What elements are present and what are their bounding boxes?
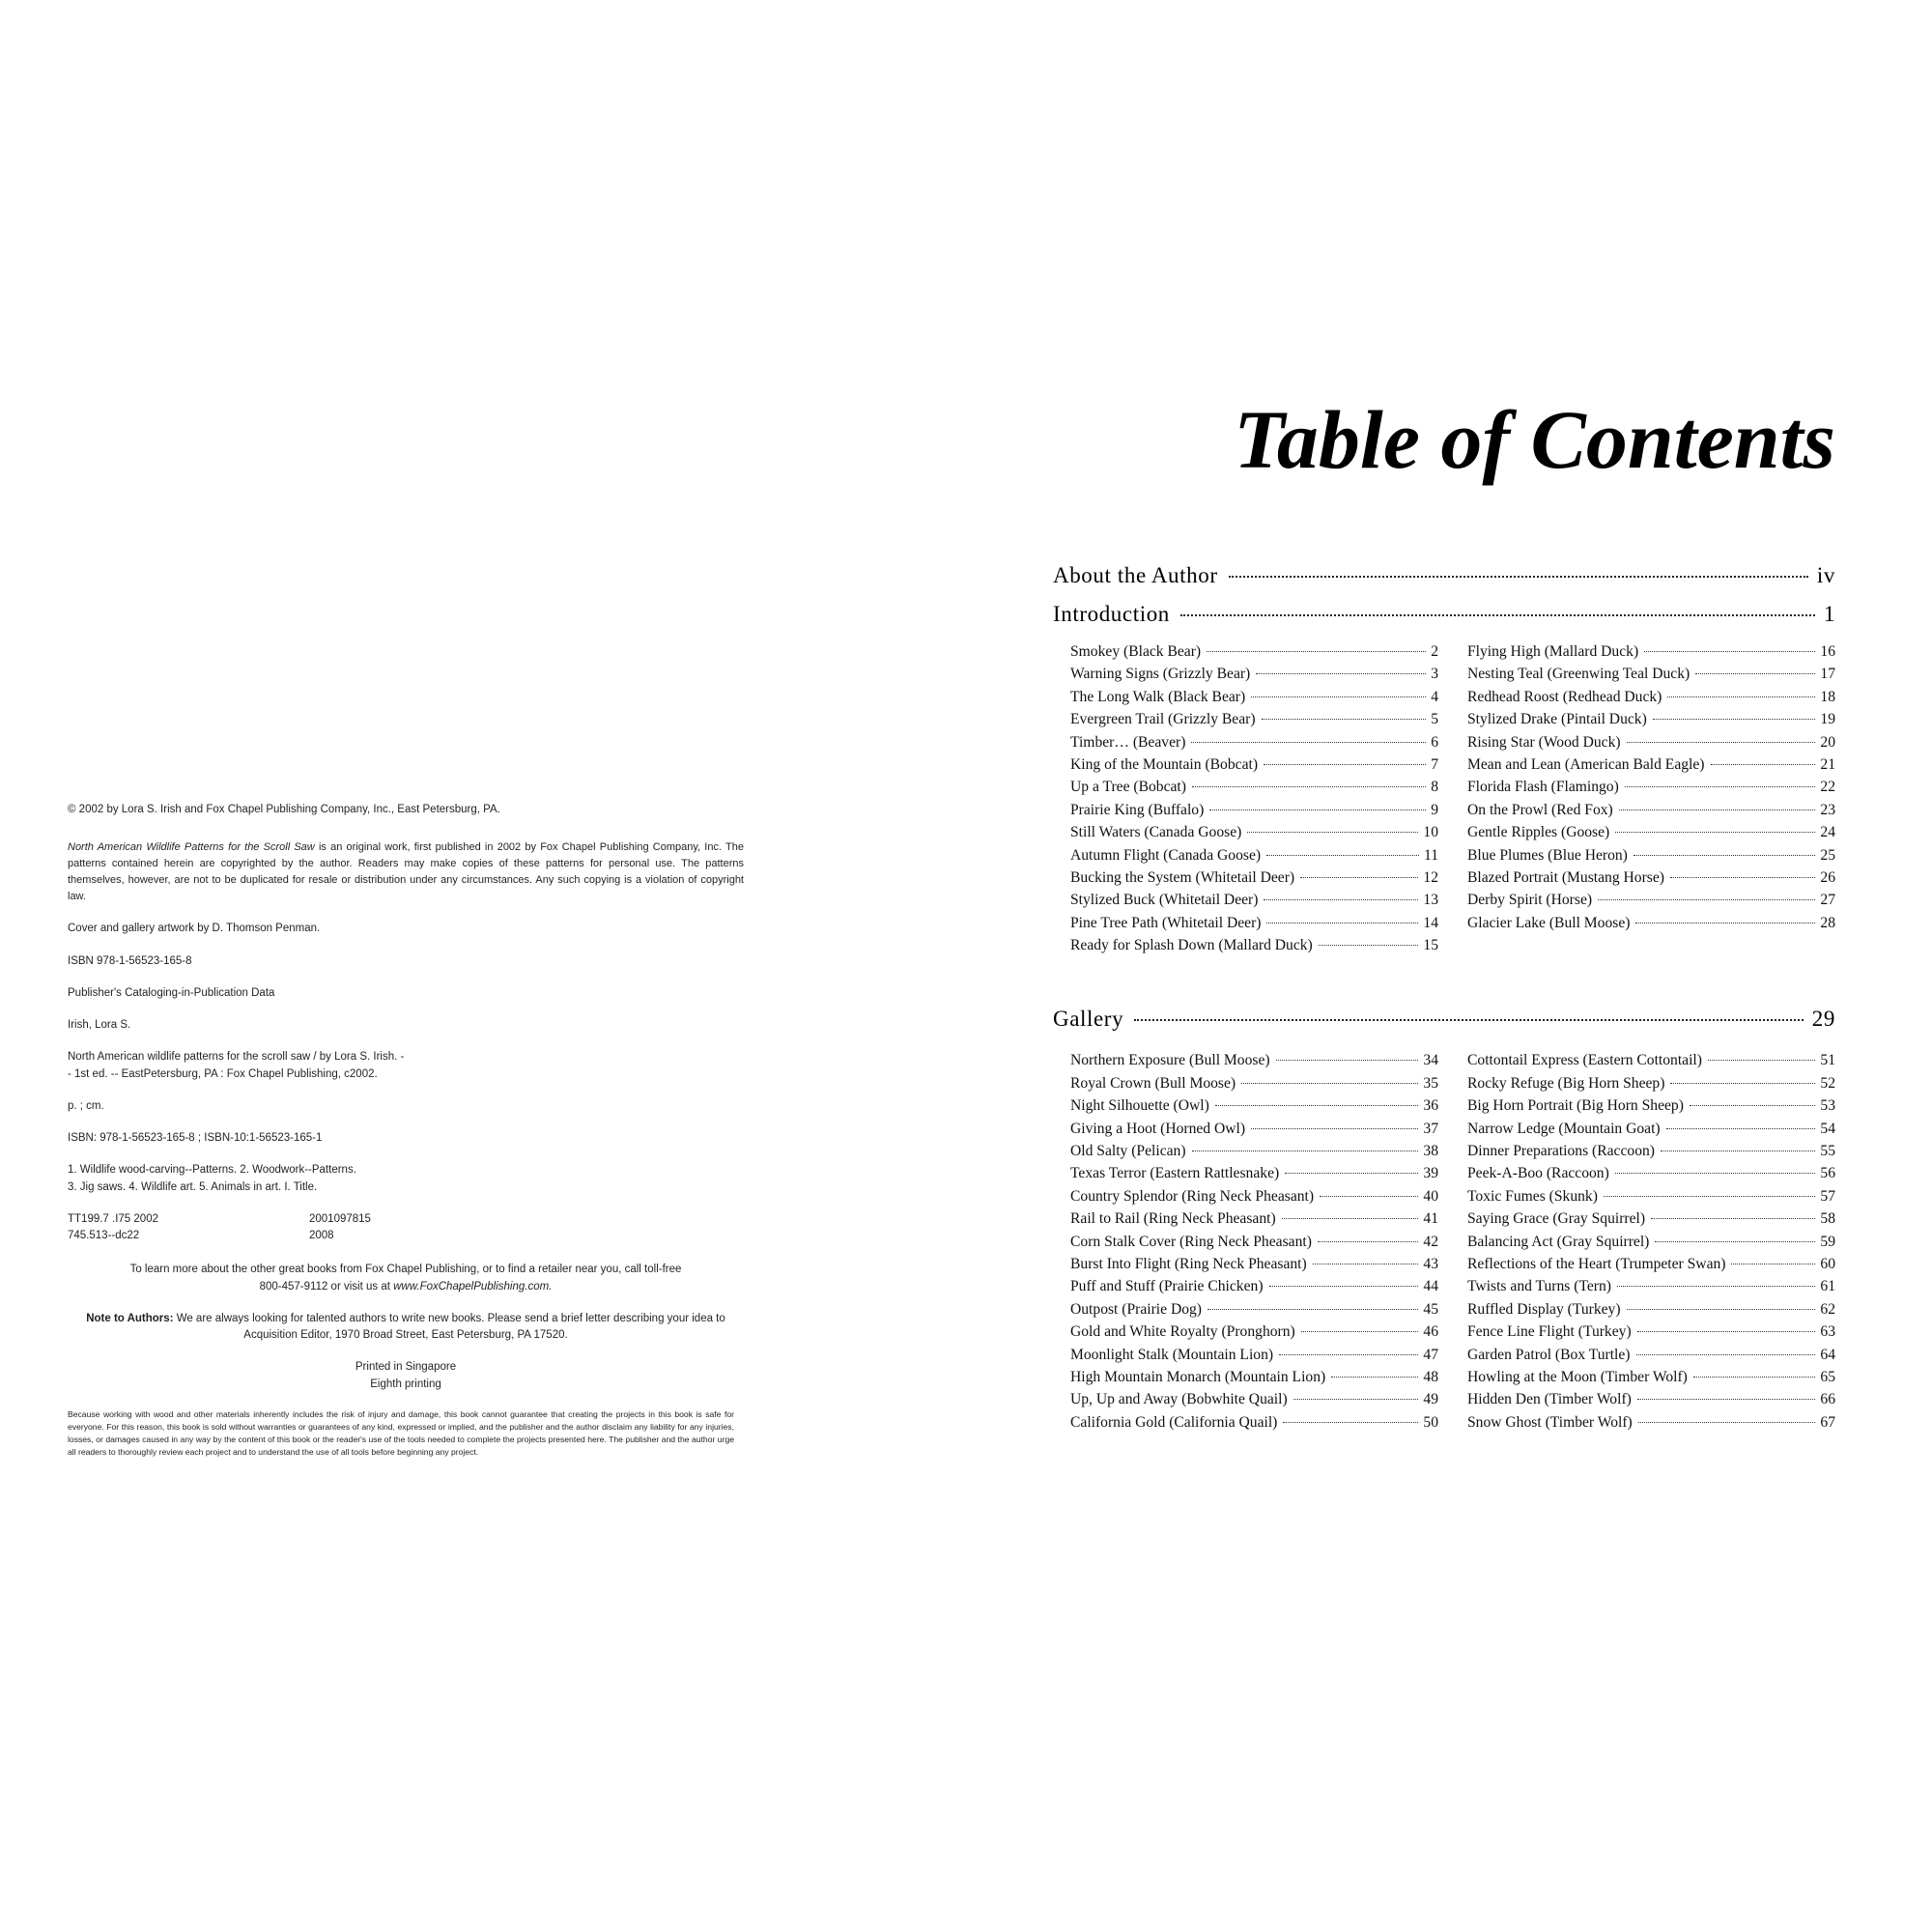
toc-item-label: Florida Flash (Flamingo): [1467, 779, 1619, 796]
toc-entry-gallery[interactable]: [1053, 1007, 1835, 1032]
toc-item-label: Northern Exposure (Bull Moose): [1070, 1052, 1270, 1069]
toc-item-page: 5: [1431, 711, 1438, 728]
toc-item-page: 37: [1423, 1120, 1438, 1137]
control-numbers: [309, 1211, 502, 1245]
toc-item-label: Saying Grace (Gray Squirrel): [1467, 1210, 1646, 1228]
toc-item-page: 54: [1820, 1120, 1835, 1137]
printing-info: [68, 1359, 744, 1393]
leader-dots: [1320, 1196, 1418, 1197]
publisher-url[interactable]: www.FoxChapelPublishing.com.: [393, 1280, 553, 1293]
toc-item-label: Derby Spirit (Horse): [1467, 892, 1593, 909]
toc-item[interactable]: [1467, 1162, 1835, 1184]
leader-dots: [1247, 832, 1418, 833]
toc-item-label: Autumn Flight (Canada Goose): [1070, 846, 1262, 864]
toc-item[interactable]: [1467, 753, 1835, 776]
call-numbers: [68, 1211, 309, 1245]
toc-item[interactable]: [1070, 1231, 1438, 1253]
toc-item-label: Blue Plumes (Blue Heron): [1467, 846, 1628, 864]
toc-item-page: 23: [1820, 801, 1835, 818]
page-title: Table of Contents: [1234, 393, 1835, 486]
toc-item-page: 61: [1820, 1278, 1835, 1295]
leader-dots: [1666, 1128, 1816, 1129]
leader-dots: [1638, 1422, 1816, 1423]
toc-item[interactable]: [1070, 753, 1438, 776]
toc-item-label: Corn Stalk Cover (Ring Neck Pheasant): [1070, 1233, 1312, 1250]
toc-item[interactable]: [1070, 844, 1438, 867]
leader-dots: [1264, 899, 1418, 900]
toc-item-page: 6: [1431, 733, 1438, 751]
toc-item[interactable]: [1070, 1072, 1438, 1094]
toc-item-page: 12: [1423, 868, 1438, 886]
leader-dots: [1180, 614, 1815, 616]
toc-item-label: Ready for Splash Down (Mallard Duck): [1070, 937, 1313, 954]
toc-item[interactable]: [1070, 1298, 1438, 1321]
toc-item-page: 20: [1820, 733, 1835, 751]
leader-dots: [1615, 832, 1815, 833]
leader-dots: [1655, 1241, 1815, 1242]
leader-dots: [1690, 1105, 1815, 1106]
toc-item-label: Glacier Lake (Bull Moose): [1467, 914, 1631, 931]
subjects-line1: 1. Wildlife wood-carving--Patterns. 2. Woodwork--Patterns.: [68, 1164, 356, 1177]
note-to-authors: [68, 1311, 744, 1345]
toc-item-label: California Gold (California Quail): [1070, 1413, 1278, 1431]
toc-item-label: Narrow Ledge (Mountain Goat): [1467, 1120, 1661, 1137]
toc-item-page: 25: [1820, 846, 1835, 864]
toc-item-page: 19: [1820, 711, 1835, 728]
leader-dots: [1207, 651, 1426, 652]
toc-item-label: Nesting Teal (Greenwing Teal Duck): [1467, 666, 1690, 683]
toc-item[interactable]: [1467, 1231, 1835, 1253]
leader-dots: [1269, 1286, 1419, 1287]
toc-item-page: 39: [1423, 1165, 1438, 1182]
leader-dots: [1319, 945, 1419, 946]
leader-dots: [1670, 877, 1815, 878]
isbn-line: ISBN 978-1-56523-165-8: [68, 954, 192, 967]
toc-item[interactable]: [1070, 1185, 1438, 1208]
toc-item[interactable]: [1070, 1411, 1438, 1434]
toc-item-page: 58: [1820, 1210, 1835, 1228]
toc-major-page: iv: [1816, 563, 1835, 587]
leader-dots: [1670, 1083, 1815, 1084]
toc-major-label: Introduction: [1053, 602, 1170, 626]
leader-dots: [1637, 1399, 1816, 1400]
toc-item[interactable]: [1070, 1140, 1438, 1162]
toc-item-label: Ruffled Display (Turkey): [1467, 1300, 1621, 1318]
toc-item-page: 57: [1820, 1187, 1835, 1205]
toc-item-label: Up a Tree (Bobcat): [1070, 779, 1186, 796]
toc-item-label: High Mountain Monarch (Mountain Lion): [1070, 1368, 1326, 1385]
toc-item-page: 10: [1423, 824, 1438, 841]
toc-item-label: Flying High (Mallard Duck): [1467, 643, 1639, 660]
toc-item[interactable]: [1467, 1049, 1835, 1071]
toc-item-page: 49: [1423, 1391, 1438, 1408]
leader-dots: [1279, 1354, 1418, 1355]
subject-headings: [68, 1162, 744, 1196]
toc-item-page: 53: [1820, 1097, 1835, 1115]
title-entry-line2: - 1st ed. -- EastPetersburg, PA : Fox Chapel Publishing, c2002.: [68, 1067, 378, 1080]
toc-item-label: Cottontail Express (Eastern Cottontail): [1467, 1052, 1702, 1069]
toc-item-label: Up, Up and Away (Bobwhite Quail): [1070, 1391, 1288, 1408]
toc-item-page: 38: [1423, 1143, 1438, 1160]
printing-number: Eighth printing: [370, 1378, 441, 1390]
call-number-2: 745.513--dc22: [68, 1230, 140, 1242]
title-entry: [68, 1049, 744, 1083]
leader-dots: [1229, 576, 1808, 578]
leader-dots: [1667, 696, 1815, 697]
toc-item[interactable]: [1070, 776, 1438, 798]
toc-item-page: 55: [1820, 1143, 1835, 1160]
toc-item[interactable]: [1467, 686, 1835, 708]
toc-item-page: 65: [1820, 1368, 1835, 1385]
toc-item-label: Hidden Den (Timber Wolf): [1467, 1391, 1632, 1408]
leader-dots: [1708, 1060, 1815, 1061]
toc-item[interactable]: [1467, 1321, 1835, 1343]
toc-item[interactable]: [1467, 708, 1835, 730]
printed-in: Printed in Singapore: [355, 1361, 457, 1374]
toc-item-label: Pine Tree Path (Whitetail Deer): [1070, 914, 1262, 931]
toc-item-label: Dinner Preparations (Raccoon): [1467, 1143, 1655, 1160]
introduction-column-left: [1070, 640, 1438, 956]
toc-item-label: Stylized Drake (Pintail Duck): [1467, 711, 1647, 728]
toc-item[interactable]: [1467, 1140, 1835, 1162]
rights-paragraph: [68, 839, 744, 905]
copyright-page: [68, 802, 744, 1474]
toc-item[interactable]: [1070, 1094, 1438, 1117]
leader-dots: [1644, 651, 1815, 652]
toc-item-label: Old Salty (Pelican): [1070, 1143, 1186, 1160]
toc-item-label: Texas Terror (Eastern Rattlesnake): [1070, 1165, 1280, 1182]
liability-disclaimer: Because working with wood and other materials inherently includes the risk of injury and damage, this book cannot guarantee that creating the projects in this book is safe for everyone. For this reason, this book is sold without warranties or guarantees of any kind, expressed or implied, and the publisher and the author disclaim any liability for any injuries, losses, or damages caused in any way by the content of this book or the reader's use of the tools needed to complete the projects presented here. The publisher and the author urge all readers to thoroughly review each project and to understand the use of all tools before beginning any project.: [68, 1408, 734, 1457]
leader-dots: [1598, 899, 1815, 900]
toc-item[interactable]: [1467, 889, 1835, 911]
isbn-detail: ISBN: 978-1-56523-165-8 ; ISBN-10:1-56523-165-1: [68, 1132, 323, 1145]
toc-item[interactable]: [1467, 844, 1835, 867]
toc-item-label: Garden Patrol (Box Turtle): [1467, 1346, 1631, 1363]
toc-item-page: 56: [1820, 1165, 1835, 1182]
toc-item[interactable]: [1467, 1253, 1835, 1275]
toc-item-page: 46: [1423, 1323, 1438, 1341]
toc-item[interactable]: [1070, 708, 1438, 730]
leader-dots: [1262, 719, 1427, 720]
leader-dots: [1634, 855, 1816, 856]
toc-item-label: Stylized Buck (Whitetail Deer): [1070, 892, 1259, 909]
toc-item-label: Evergreen Trail (Grizzly Bear): [1070, 711, 1256, 728]
toc-item-page: 28: [1820, 914, 1835, 931]
toc-item-label: Howling at the Moon (Timber Wolf): [1467, 1368, 1688, 1385]
toc-item-label: The Long Walk (Black Bear): [1070, 688, 1246, 705]
toc-item[interactable]: [1467, 1118, 1835, 1140]
toc-item-page: 60: [1820, 1255, 1835, 1272]
toc-major-label: About the Author: [1053, 563, 1218, 587]
toc-item-label: Balancing Act (Gray Squirrel): [1467, 1233, 1650, 1250]
toc-item-page: 51: [1820, 1052, 1835, 1069]
call-number-block: [68, 1211, 744, 1245]
note-body: We are always looking for talented authors to write new books. Please send a brief letter describing your idea to Acquisition Editor, 1970 Broad Street, East Petersburg, PA 17520.: [173, 1312, 725, 1342]
gallery-column-left: [1070, 1049, 1438, 1434]
cip-heading: Publisher's Cataloging-in-Publication Data: [68, 986, 275, 999]
leader-dots: [1208, 1309, 1418, 1310]
toc-item[interactable]: [1467, 1344, 1835, 1366]
toc-item-page: 27: [1820, 892, 1835, 909]
toc-item[interactable]: [1070, 1118, 1438, 1140]
leader-dots: [1241, 1083, 1418, 1084]
copyright-line: © 2002 by Lora S. Irish and Fox Chapel Publishing Company, Inc., East Petersburg, PA.: [68, 804, 500, 815]
leader-dots: [1266, 855, 1419, 856]
toc-item[interactable]: [1070, 934, 1438, 956]
pagination-entry: p. ; cm.: [68, 1099, 104, 1112]
cover-credit: Cover and gallery artwork by D. Thomson Penman.: [68, 923, 321, 935]
toc-item-page: 41: [1423, 1210, 1438, 1228]
toc-item-label: Gold and White Royalty (Pronghorn): [1070, 1323, 1295, 1341]
toc-item-page: 45: [1423, 1300, 1438, 1318]
toc-item[interactable]: [1467, 912, 1835, 934]
toc-item-label: Peek-A-Boo (Raccoon): [1467, 1165, 1609, 1182]
introduction-column-right: [1467, 640, 1835, 956]
toc-item[interactable]: [1070, 663, 1438, 685]
toc-item-label: Blazed Portrait (Mustang Horse): [1467, 868, 1664, 886]
toc-item-label: Snow Ghost (Timber Wolf): [1467, 1413, 1633, 1431]
toc-item-label: Bucking the System (Whitetail Deer): [1070, 868, 1295, 886]
toc-item-label: Puff and Stuff (Prairie Chicken): [1070, 1278, 1264, 1295]
introduction-entries: [1070, 640, 1835, 956]
toc-item-page: 21: [1820, 755, 1835, 773]
toc-item-page: 17: [1820, 666, 1835, 683]
toc-item-page: 3: [1431, 666, 1438, 683]
toc-item-page: 42: [1423, 1233, 1438, 1250]
toc-item[interactable]: [1070, 821, 1438, 843]
toc-item[interactable]: [1467, 663, 1835, 685]
toc-item-page: 59: [1820, 1233, 1835, 1250]
toc-item-label: Outpost (Prairie Dog): [1070, 1300, 1202, 1318]
retailer-line2-pre: 800-457-9112 or visit us at: [259, 1280, 394, 1293]
toc-item[interactable]: [1070, 640, 1438, 663]
toc-item-page: 11: [1423, 846, 1438, 864]
toc-item-label: King of the Mountain (Bobcat): [1070, 755, 1259, 773]
toc-item[interactable]: [1070, 731, 1438, 753]
note-label: Note to Authors:: [86, 1312, 174, 1324]
leader-dots: [1695, 673, 1815, 674]
toc-item[interactable]: [1467, 776, 1835, 798]
toc-item[interactable]: [1467, 799, 1835, 821]
rights-body: is an original work, first published in 2002 by Fox Chapel Publishing Company, Inc. The patterns contained herein are copyrighted by the author. Readers may make copies of these patterns for personal use. The patterns themselves, however, are not to be duplicated for resale or distribution under any circumstances. Any such copying is a violation of copyright law.: [68, 841, 744, 903]
toc-item-label: Toxic Fumes (Skunk): [1467, 1187, 1598, 1205]
retailer-line1: To learn more about the other great books from Fox Chapel Publishing, or to find a retailer near you, call toll-free: [129, 1264, 682, 1276]
toc-item-label: Rising Star (Wood Duck): [1467, 733, 1621, 751]
toc-item[interactable]: [1070, 1208, 1438, 1230]
subjects-line2: 3. Jig saws. 4. Wildlife art. 5. Animals in art. I. Title.: [68, 1180, 318, 1193]
leader-dots: [1627, 742, 1816, 743]
leader-dots: [1215, 1105, 1419, 1106]
toc-item[interactable]: [1070, 1388, 1438, 1410]
leader-dots: [1282, 1218, 1419, 1219]
toc-item-label: Twists and Turns (Tern): [1467, 1278, 1611, 1295]
toc-item-label: Warning Signs (Grizzly Bear): [1070, 666, 1251, 683]
toc-major-page: 1: [1823, 602, 1835, 626]
leader-dots: [1653, 719, 1816, 720]
year: 2008: [309, 1230, 334, 1242]
toc-item-label: Mean and Lean (American Bald Eagle): [1467, 755, 1705, 773]
leader-dots: [1191, 742, 1426, 743]
toc-item-page: 64: [1820, 1346, 1835, 1363]
leader-dots: [1285, 1173, 1418, 1174]
leader-dots: [1331, 1377, 1418, 1378]
toc-item-label: Giving a Hoot (Horned Owl): [1070, 1120, 1246, 1137]
toc-item-label: Night Silhouette (Owl): [1070, 1097, 1209, 1115]
toc-item-label: Redhead Roost (Redhead Duck): [1467, 688, 1662, 705]
toc-item[interactable]: [1070, 686, 1438, 708]
toc-item[interactable]: [1467, 1072, 1835, 1094]
leader-dots: [1134, 1019, 1804, 1021]
toc-item-page: 18: [1820, 688, 1835, 705]
toc-item-label: Fence Line Flight (Turkey): [1467, 1323, 1632, 1341]
toc-item[interactable]: [1467, 1366, 1835, 1388]
book-title-italic: North American Wildlife Patterns for the Scroll Saw: [68, 841, 315, 854]
leader-dots: [1318, 1241, 1419, 1242]
toc-item[interactable]: [1070, 1366, 1438, 1388]
leader-dots: [1251, 1128, 1418, 1129]
leader-dots: [1293, 1399, 1419, 1400]
toc-item-page: 35: [1423, 1074, 1438, 1092]
toc-item-label: Prairie King (Buffalo): [1070, 801, 1205, 818]
author-entry: Irish, Lora S.: [68, 1019, 131, 1032]
toc-item[interactable]: [1467, 1208, 1835, 1230]
toc-item-page: 47: [1423, 1346, 1438, 1363]
toc-item-label: Big Horn Portrait (Big Horn Sheep): [1467, 1097, 1684, 1115]
toc-item-label: On the Prowl (Red Fox): [1467, 801, 1613, 818]
toc-item-label: Smokey (Black Bear): [1070, 643, 1202, 660]
toc-item[interactable]: [1467, 1185, 1835, 1208]
toc-item-page: 40: [1423, 1187, 1438, 1205]
leader-dots: [1276, 1060, 1419, 1061]
gallery-column-right: [1467, 1049, 1835, 1434]
leader-dots: [1711, 764, 1816, 765]
toc-item-page: 16: [1820, 643, 1835, 660]
toc-item-page: 4: [1431, 688, 1438, 705]
lccn: 2001097815: [309, 1212, 371, 1225]
toc-item-label: Moonlight Stalk (Mountain Lion): [1070, 1346, 1274, 1363]
toc-item-label: Rail to Rail (Ring Neck Pheasant): [1070, 1210, 1276, 1228]
toc-item-page: 66: [1820, 1391, 1835, 1408]
toc-entry-introduction[interactable]: [1053, 602, 1835, 627]
toc-item[interactable]: [1070, 889, 1438, 911]
toc-item-page: 15: [1423, 937, 1438, 954]
toc-item[interactable]: [1467, 640, 1835, 663]
toc-item-label: Timber… (Beaver): [1070, 733, 1186, 751]
toc-item-page: 13: [1423, 892, 1438, 909]
toc-major-label: Gallery: [1053, 1007, 1124, 1032]
toc-entry-about-the-author[interactable]: [1053, 563, 1835, 588]
toc-item[interactable]: [1467, 1388, 1835, 1410]
leader-dots: [1604, 1196, 1815, 1197]
toc-item-page: 26: [1820, 868, 1835, 886]
toc-item[interactable]: [1070, 1253, 1438, 1275]
toc-item[interactable]: [1070, 867, 1438, 889]
toc-item-page: 14: [1423, 914, 1438, 931]
leader-dots: [1192, 786, 1426, 787]
leader-dots: [1636, 1354, 1816, 1355]
toc-item-page: 24: [1820, 824, 1835, 841]
toc-item[interactable]: [1070, 1049, 1438, 1071]
leader-dots: [1301, 1331, 1419, 1332]
toc-item[interactable]: [1467, 1094, 1835, 1117]
leader-dots: [1615, 1173, 1816, 1174]
toc-item-label: Rocky Refuge (Big Horn Sheep): [1467, 1074, 1665, 1092]
leader-dots: [1617, 1286, 1815, 1287]
toc-item-page: 44: [1423, 1278, 1438, 1295]
toc-item-label: Country Splendor (Ring Neck Pheasant): [1070, 1187, 1315, 1205]
toc-item[interactable]: [1070, 912, 1438, 934]
leader-dots: [1627, 1309, 1816, 1310]
toc-item-page: 7: [1431, 755, 1438, 773]
leader-dots: [1651, 1218, 1815, 1219]
toc-item-label: Gentle Ripples (Goose): [1467, 824, 1610, 841]
toc-item[interactable]: [1070, 1321, 1438, 1343]
toc-item-page: 9: [1431, 801, 1438, 818]
toc-item-page: 52: [1820, 1074, 1835, 1092]
toc-item-label: Still Waters (Canada Goose): [1070, 824, 1242, 841]
toc-item[interactable]: [1467, 867, 1835, 889]
title-entry-line1: North American wildlife patterns for the scroll saw / by Lora S. Irish. -: [68, 1051, 405, 1064]
call-number-1: TT199.7 .I75 2002: [68, 1212, 158, 1225]
toc-item[interactable]: [1467, 1275, 1835, 1297]
toc-item-page: 22: [1820, 779, 1835, 796]
leader-dots: [1264, 764, 1426, 765]
leader-dots: [1300, 877, 1418, 878]
toc-item[interactable]: [1467, 731, 1835, 753]
toc-item[interactable]: [1070, 1275, 1438, 1297]
leader-dots: [1693, 1377, 1816, 1378]
toc-item[interactable]: [1070, 1162, 1438, 1184]
toc-item-page: 8: [1431, 779, 1438, 796]
toc-item-page: 36: [1423, 1097, 1438, 1115]
leader-dots: [1256, 673, 1426, 674]
toc-item-page: 50: [1423, 1413, 1438, 1431]
toc-item-page: 43: [1423, 1255, 1438, 1272]
toc-item[interactable]: [1467, 821, 1835, 843]
toc-item-page: 2: [1431, 643, 1438, 660]
leader-dots: [1251, 696, 1426, 697]
toc-item[interactable]: [1070, 1344, 1438, 1366]
toc-item-label: Burst Into Flight (Ring Neck Pheasant): [1070, 1255, 1307, 1272]
gallery-entries: [1070, 1049, 1835, 1434]
table-of-contents-page: [1053, 391, 1835, 1434]
toc-major-page: 29: [1811, 1007, 1835, 1032]
toc-item-label: Royal Crown (Bull Moose): [1070, 1074, 1236, 1092]
toc-item[interactable]: [1070, 799, 1438, 821]
leader-dots: [1637, 1331, 1816, 1332]
toc-item-page: 62: [1820, 1300, 1835, 1318]
retailer-info: [68, 1262, 744, 1295]
leader-dots: [1283, 1422, 1418, 1423]
toc-item-page: 67: [1820, 1413, 1835, 1431]
toc-item-page: 48: [1423, 1368, 1438, 1385]
toc-item[interactable]: [1467, 1298, 1835, 1321]
leader-dots: [1625, 786, 1816, 787]
toc-item-page: 63: [1820, 1323, 1835, 1341]
toc-item-label: Reflections of the Heart (Trumpeter Swan): [1467, 1255, 1726, 1272]
toc-item[interactable]: [1467, 1411, 1835, 1434]
toc-item-page: 34: [1423, 1052, 1438, 1069]
